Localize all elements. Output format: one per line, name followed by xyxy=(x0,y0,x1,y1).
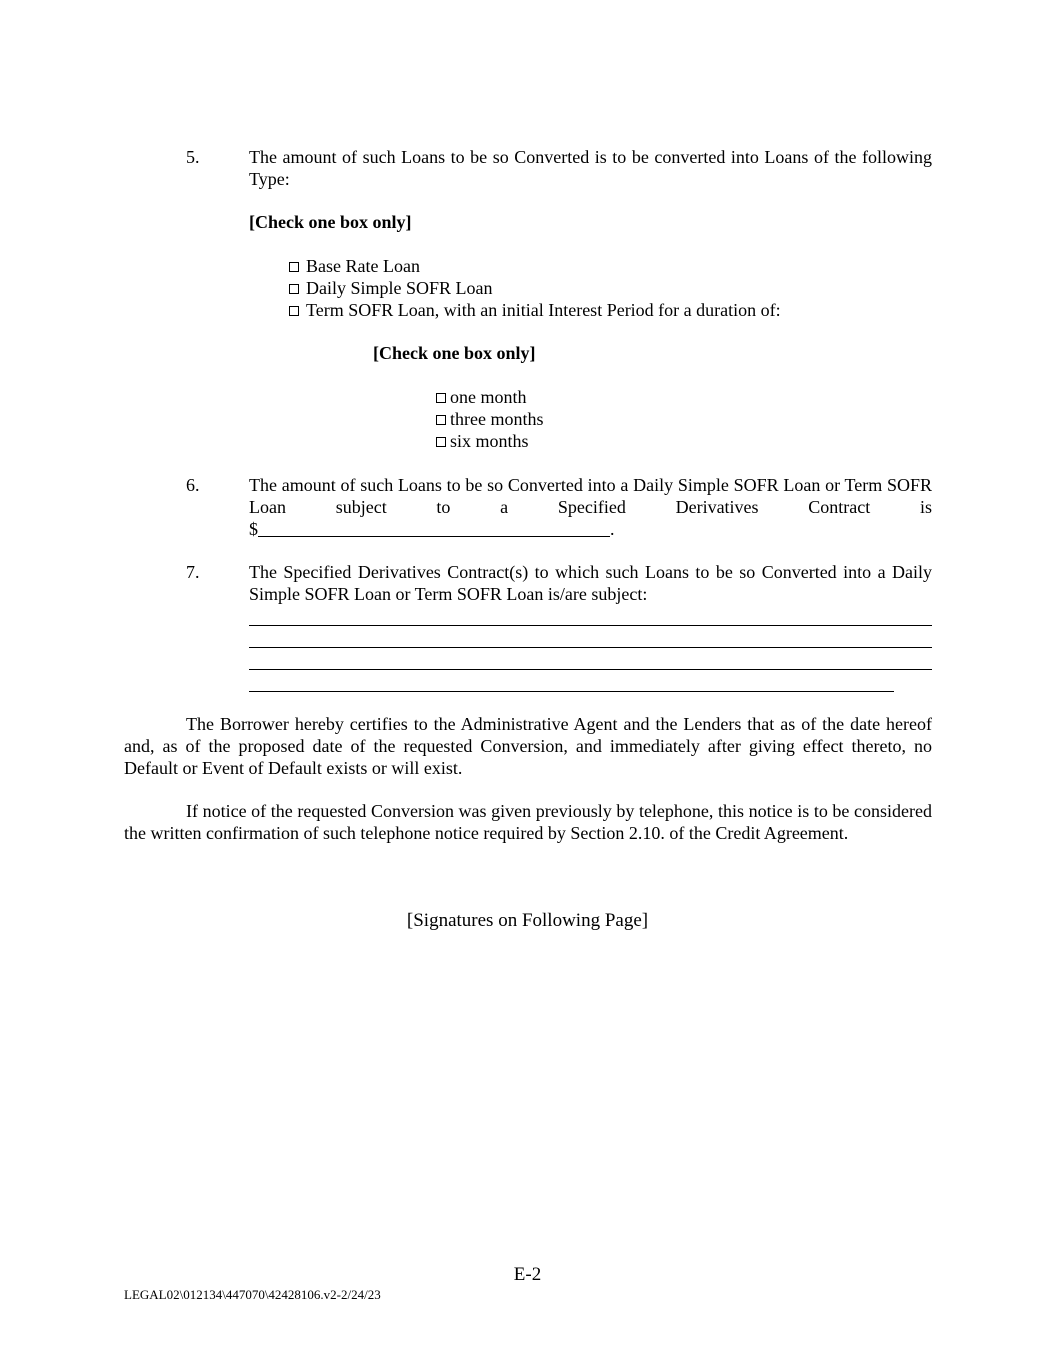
checkbox-icon[interactable] xyxy=(289,306,299,316)
blank-line[interactable] xyxy=(249,625,932,626)
option-label: Daily Simple SOFR Loan xyxy=(306,278,493,298)
blank-line[interactable] xyxy=(249,691,894,692)
option-label: three months xyxy=(450,409,544,429)
amount-period: . xyxy=(610,519,615,539)
checkbox-icon[interactable] xyxy=(436,415,446,425)
item-6-body xyxy=(249,474,932,540)
option-label: six months xyxy=(450,431,529,451)
item-6-amount-line xyxy=(249,518,932,540)
blank-line[interactable] xyxy=(249,647,932,648)
checkbox-icon[interactable] xyxy=(289,262,299,272)
option-three-months[interactable] xyxy=(436,408,543,430)
checkbox-icon[interactable] xyxy=(289,284,299,294)
option-one-month[interactable] xyxy=(436,386,527,408)
amount-blank[interactable] xyxy=(258,522,610,537)
item-6-number: 6. xyxy=(186,475,200,495)
item-6-text: The amount of such Loans to be so Converted into a Daily Simple SOFR Loan or Term SOFR Loan subject to a Specified Derivatives Contract is xyxy=(249,475,932,517)
option-label: one month xyxy=(450,387,527,407)
item-7-number: 7. xyxy=(186,562,200,582)
option-label: Term SOFR Loan, with an initial Interest Period for a duration of: xyxy=(306,300,781,320)
page-number: E-2 xyxy=(513,1264,542,1285)
document-id: LEGAL02\012134\447070\42428106.v2-2/24/23 xyxy=(124,1287,381,1302)
option-label: Base Rate Loan xyxy=(306,256,420,276)
item-7-text: The Specified Derivatives Contract(s) to which such Loans to be so Converted into a Daily Simple SOFR Loan or Term SOFR Loan is/are subject: xyxy=(249,562,932,604)
signatures-note: [Signatures on Following Page] xyxy=(406,910,649,931)
checkbox-icon[interactable] xyxy=(436,393,446,403)
blank-line[interactable] xyxy=(249,669,932,670)
item-5-text: The amount of such Loans to be so Converted is to be converted into Loans of the following Type: xyxy=(249,147,932,189)
item-5-number: 5. xyxy=(186,147,200,167)
option-daily-simple-sofr-loan[interactable] xyxy=(289,277,493,299)
option-base-rate-loan[interactable] xyxy=(289,255,420,277)
option-term-sofr-loan[interactable] xyxy=(289,299,781,321)
notice-paragraph: If notice of the requested Conversion was given previously by telephone, this notice is to be considered the written confirmation of such telephone notice required by Section 2.10. of the Credit Agreement. xyxy=(124,801,932,843)
item-5-instruction: [Check one box only] xyxy=(249,212,412,232)
certification-paragraph: The Borrower hereby certifies to the Administrative Agent and the Lenders that as of the date hereof and, as of the proposed date of the requested Conversion, and immediately after giving effect thereto, no Default or Event of Default exists or will exist. xyxy=(124,714,932,778)
option-six-months[interactable] xyxy=(436,430,529,452)
currency-symbol: $ xyxy=(249,519,258,539)
sub-instruction: [Check one box only] xyxy=(373,343,536,363)
checkbox-icon[interactable] xyxy=(436,437,446,447)
